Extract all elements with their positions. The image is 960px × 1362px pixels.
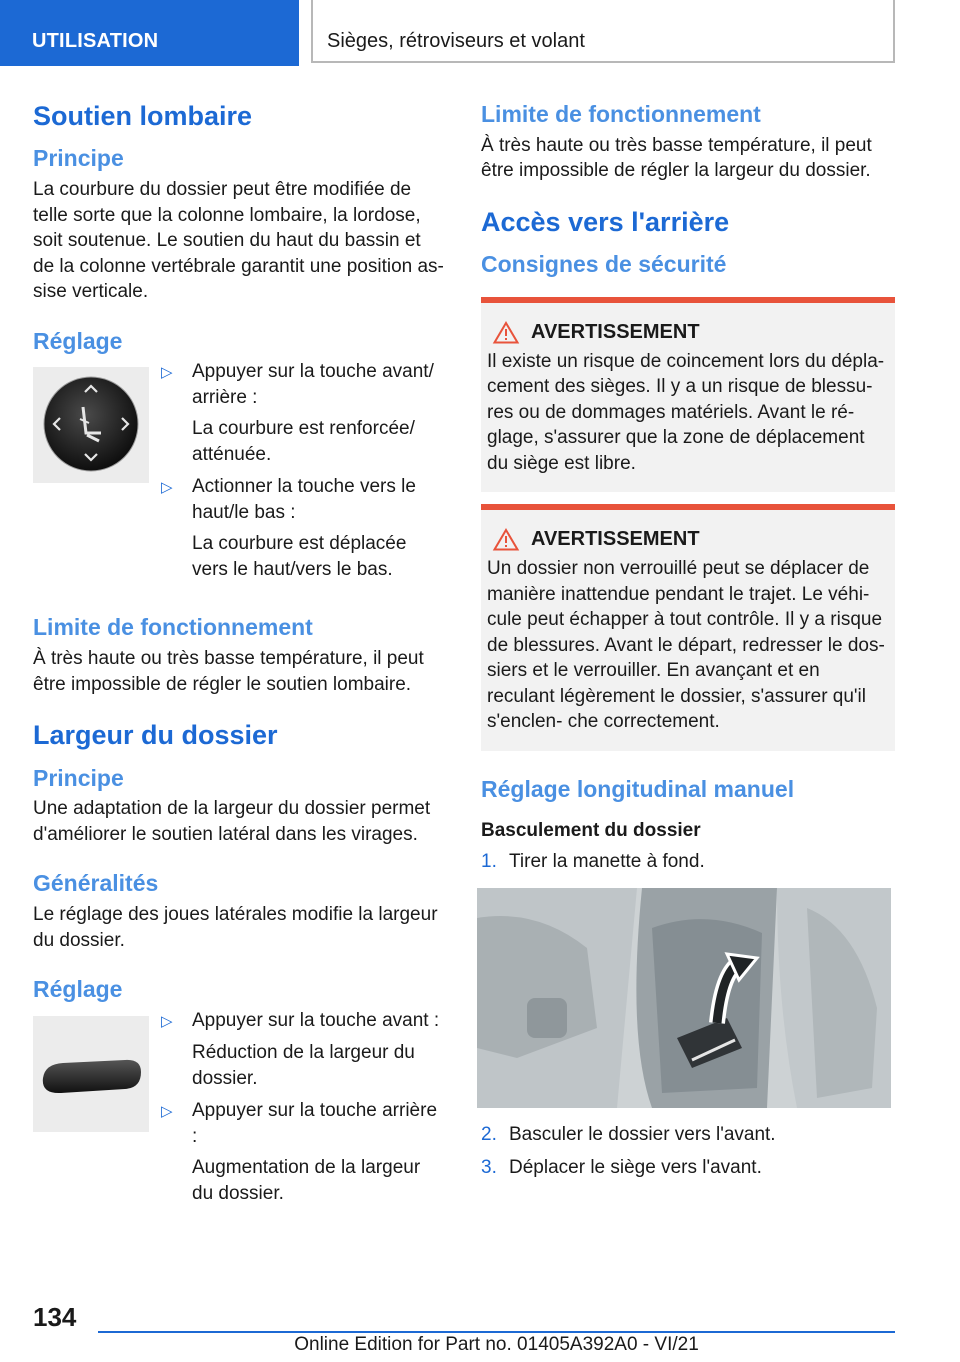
list-item: ▷ Appuyer sur la touche avant :	[161, 1008, 445, 1035]
width-adjust-heading: Réglage	[33, 976, 123, 1003]
warning-box	[481, 504, 895, 751]
lumbar-switch-icon	[33, 367, 149, 483]
page-header	[0, 0, 960, 66]
list-item: ▷ Actionner la touche vers le haut/le bas :	[161, 474, 445, 525]
list-item-result: Réduction de la largeur du dossier.	[192, 1042, 415, 1089]
width-principle-heading: Principe	[33, 764, 124, 791]
width-adjust-block	[33, 1008, 445, 1214]
list-item: ▷ Appuyer sur la touche arrière :	[161, 1098, 445, 1149]
lumbar-title: Soutien lombaire	[33, 101, 253, 131]
seat-lever-illustration	[477, 888, 891, 1108]
warning-text: Un dossier non verrouillé peut se déplacer de manière inattendue pendant le trajet. Le véhi- cule peut échapper à tout contrôle. Il y a risque de blessures. Avant le départ, redresser le dos- siers et le verrouiller. En avançant et en reculant légèrement le dossier, s'assurer qu'il s'enclen- che correctement.	[487, 558, 885, 733]
width-limit-heading: Limite de fonctionnement	[481, 101, 761, 127]
triangle-bullet-icon: ▷	[161, 1103, 173, 1121]
page-number: 134	[33, 1302, 77, 1332]
width-title: Largeur du dossier	[33, 720, 278, 751]
list-item-result: La courbure est déplacée vers le haut/vers le bas.	[192, 533, 407, 580]
lumbar-adjust-list	[161, 359, 445, 589]
triangle-bullet-icon: ▷	[161, 479, 173, 497]
warning-triangle-icon	[491, 321, 521, 344]
step-number: 2.	[481, 1124, 497, 1146]
lumbar-principle-text: La courbure du dossier peut être modifiée de telle sorte que la colonne lombaire, la lordose, soit soutenue. Le soutien du haut du bassin et de la colonne vertébrale garantit une position as- sise verticale.	[33, 179, 444, 303]
width-principle-text: Une adaptation de la largeur du dossier permet d'améliorer le soutien latéral dans les virages.	[33, 798, 431, 845]
list-item-result: La courbure est renforcée/ atténuée.	[192, 418, 415, 465]
fold-heading: Basculement du dossier	[481, 819, 701, 841]
list-item: ▷ Appuyer sur la touche avant/ arrière :	[161, 359, 445, 410]
step-number: 1.	[481, 850, 497, 872]
width-switch-image	[33, 1016, 149, 1132]
footer-edition: Online Edition for Part no. 01405A392A0 - VI/21	[294, 1334, 699, 1355]
step-text: Basculer le dossier vers l'avant.	[509, 1124, 776, 1146]
width-adjust-list	[161, 1008, 445, 1214]
lumbar-adjust-heading: Réglage	[33, 327, 123, 354]
step-number: 3.	[481, 1156, 497, 1178]
lumbar-adjust-block	[33, 359, 445, 589]
section-tab[interactable]: UTILISATION	[0, 0, 299, 66]
width-general-text: Le réglage des joues latérales modifie la largeur du dossier.	[33, 904, 438, 951]
manual-adjust-heading: Réglage longitudinal manuel	[481, 775, 795, 802]
step-item	[481, 849, 895, 875]
warning-box	[481, 297, 895, 493]
lumbar-switch-image	[33, 367, 149, 483]
step-text: Tirer la manette à fond.	[509, 850, 705, 872]
triangle-bullet-icon: ▷	[161, 1012, 173, 1030]
access-title: Accès vers l'arrière	[481, 206, 730, 237]
warning-title: AVERTISSEMENT	[491, 528, 887, 551]
footer-divider	[98, 1331, 895, 1333]
width-limit-text: À très haute ou très basse température, il peut être impossible de régler la largeur du dossier.	[481, 134, 872, 182]
triangle-bullet-icon: ▷	[161, 364, 173, 382]
step-item	[481, 1122, 895, 1148]
warning-text: Il existe un risque de coincement lors du dépla- cement des sièges. Il y a un risque de blessu- res ou de dommages matériels. Avant le ré- glage, s'assurer que la zone de déplacement du siège est libre.	[487, 350, 885, 474]
safety-heading: Consignes de sécurité	[481, 251, 727, 278]
seat-lever-photo	[477, 888, 891, 1108]
width-general-heading: Généralités	[33, 870, 159, 897]
list-item-result: Augmentation de la largeur du dossier.	[192, 1157, 421, 1204]
lumbar-limit-heading: Limite de fonctionnement	[33, 614, 313, 641]
left-column	[33, 100, 445, 1213]
right-column	[481, 100, 895, 1187]
lumbar-limit-text: À très haute ou très basse température, il peut être impossible de régler le soutien lombaire.	[33, 648, 424, 695]
step-text: Déplacer le siège vers l'avant.	[509, 1156, 762, 1178]
chapter-title: Sièges, rétroviseurs et volant	[311, 0, 895, 63]
step-item	[481, 1155, 895, 1181]
warning-triangle-icon	[491, 528, 521, 551]
width-switch-icon	[33, 1016, 149, 1132]
lumbar-principle-heading: Principe	[33, 145, 124, 172]
warning-title: AVERTISSEMENT	[491, 321, 887, 344]
